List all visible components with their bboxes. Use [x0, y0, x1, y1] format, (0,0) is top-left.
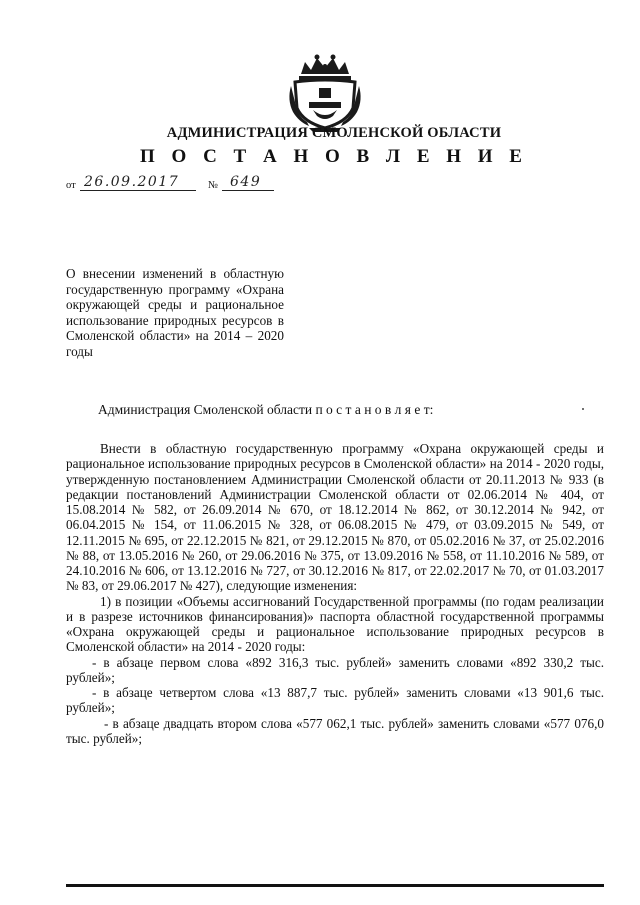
document-type-title: П О С Т А Н О В Л Е Н И Е: [140, 146, 528, 167]
resolution-intro: Администрация Смоленской области п о с т а н о в л я е т:: [98, 402, 434, 417]
coat-of-arms-icon: [287, 52, 363, 132]
document-subject: О внесении изменений в областную государственную программу «Охрана окружающей среды и рациональное использование природных ресурсов в Смоленской области» на 2014 – 2020 годы: [66, 266, 284, 359]
number-underline: [222, 190, 274, 191]
date-label: от: [66, 180, 76, 191]
bottom-rule: [66, 884, 604, 887]
body-paragraph-3: - в абзаце первом слова «892 316,3 тыс. рублей» заменить словами «892 330,2 тыс. рублей»;: [66, 654, 604, 685]
body-paragraph-4: - в абзаце четвертом слова «13 887,7 тыс. рублей» заменить словами «13 901,6 тыс. рублей»;: [66, 685, 604, 716]
body-paragraph-1: Внести в областную государственную программу «Охрана окружающей среды и рациональное использование природных ресурсов в Смоленской области» на 2014 - 2020 годы, утвержденную постановлением Администрации Смоленской области от 20.11.2013 № 933 (в редакции постановлений Администрации Смоленской области от 02.06.2014 № 404, от 15.08.2014 № 582, от 26.09.2014 № 670, от 18.12.2014 № 862, от 30.12.2014 № 942, от 06.04.2015 № 154, от 11.06.2015 № 328, от 06.08.2015 № 479, от 03.09.2015 № 549, от 12.11.2015 № 695, от 22.12.2015 № 821, от 29.12.2015 № 870, от 05.02.2016 № 37, от 25.02.2016 № 88, от 13.05.2016 № 260, от 29.06.2016 № 375, от 13.09.2016 № 558, от 11.10.2016 № 589, от 24.10.2016 № 606, от 13.12.2016 № 727, от 30.12.2016 № 817, от 22.02.2017 № 70, от 01.03.2017 № 83, от 29.06.2017 № 427), следующие изменения:: [66, 441, 604, 594]
organization-name: АДМИНИСТРАЦИЯ СМОЛЕНСКОЙ ОБЛАСТИ: [166, 125, 502, 141]
document-body: [66, 441, 604, 746]
body-paragraph-5: - в абзаце двадцать втором слова «577 062,1 тыс. рублей» заменить словами «577 076,0 тыс. рублей»;: [66, 715, 604, 746]
date-underline: [80, 190, 196, 191]
body-paragraph-2: 1) в позиции «Объемы ассигнований Государственной программы (по годам реализации и в разрезе источников финансирования)» паспорта областной государственной программы «Охрана окружающей среды и рациональное использование природных ресурсов в Смоленской области» на 2014 - 2020 годы:: [66, 593, 604, 655]
date-value: 26.09.2017: [84, 174, 180, 190]
number-value: 649: [230, 174, 262, 190]
number-label: №: [208, 180, 219, 191]
scan-speck: [582, 408, 584, 410]
